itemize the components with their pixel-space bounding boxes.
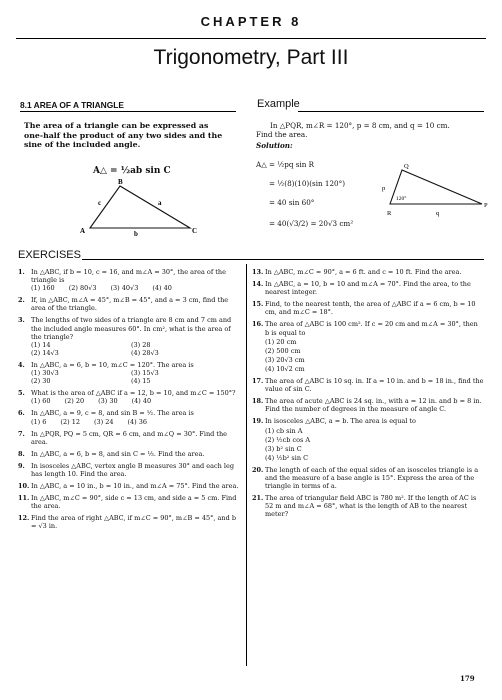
triangle-pqr-diagram [374, 160, 494, 222]
exercise-text: In △ABC, a = 10 in., b = 10 in., and m∠A = 75°. Find the area. [31, 482, 239, 491]
answer-choice: (3) 30 [98, 397, 118, 406]
exercise-text: In △ABC, a = 10, b = 10 and m∠A = 70°. Find the area, to the nearest integer. [265, 280, 471, 297]
exercise-number: 21. [252, 494, 264, 503]
answer-choice: (1) 6 [31, 417, 47, 426]
exercise-item [18, 361, 240, 385]
exercise-number: 19. [252, 417, 264, 426]
example-problem: In △PQR, m∠R = 120°, p = 8 cm, and q = 10 cm. Find the area. Solution: [256, 121, 486, 150]
vertex-label-b: B [118, 178, 123, 186]
solution-steps: A△ = ½pq sin R = ½(8)(10)(sin 120°) = 40 sin 60° = 40(√3/2) = 20√3 cm² [256, 160, 354, 228]
exercise-number: 9. [18, 461, 25, 470]
exercise-text: The lengths of two sides of a triangle are 8 cm and 7 cm and the included angle measures 60°. In cm², what is the area of the triangle? [31, 316, 232, 341]
vertex-label-c: C [192, 227, 198, 235]
exercise-item [252, 466, 484, 490]
answer-choice: (3) 28 [131, 340, 151, 349]
answer-choice: (2) 12 [60, 417, 80, 426]
exercise-text: In △ABC, a = 9, c = 8, and sin B = ½. The area is [31, 409, 194, 418]
chapter-label: CHAPTER 8 [200, 14, 302, 29]
answer-choice: (3) 24 [93, 417, 114, 426]
answer-choice: (4) 40 [152, 284, 172, 293]
answer-choice: (1) 60 [31, 397, 51, 406]
section-heading: 8.1 AREA OF A TRIANGLE [20, 100, 124, 110]
exercise-item [252, 397, 484, 413]
exercise-number: 13. [252, 268, 264, 276]
exercise-number: 14. [252, 280, 264, 289]
exercise-item [18, 409, 240, 425]
vertex-label-a: A [80, 227, 86, 235]
exercise-item [18, 482, 240, 490]
answer-choice: (3) 20√3 cm [265, 355, 305, 364]
angle-label: 120° [396, 196, 407, 202]
header-rule [16, 38, 486, 39]
exercise-item [18, 268, 240, 292]
answer-choice: (1) 160 [31, 284, 55, 293]
answer-choice: (3) b² sin C [265, 444, 302, 453]
exercise-text: In △ABC, a = 6, b = 10, m∠C = 120°. The area is [31, 360, 194, 369]
answer-choice: (2) 20 [64, 397, 85, 406]
answer-choice: (2) 500 cm [265, 346, 301, 355]
exercise-text: The area of △ABC is 100 cm². If c = 20 cm and m∠A = 30°, then b is equal to [265, 320, 478, 337]
exercise-item [252, 494, 484, 518]
exercise-text: In △ABC, m∠C = 90°, a = 6 ft. and c = 10 ft. Find the area. [265, 268, 462, 276]
exercise-item [252, 417, 484, 461]
exercise-number: 18. [252, 397, 264, 406]
exercise-item [252, 280, 484, 296]
section-rule [20, 111, 236, 112]
exercise-number: 5. [18, 389, 25, 398]
vertex-label-r: R [387, 210, 392, 217]
exercise-text: In △ABC, if b = 10, c = 16, and m∠A = 30°, the area of the triangle is [31, 268, 226, 285]
answer-choice: (4) 15 [131, 377, 151, 386]
answer-choice: (4) 10√2 cm [265, 364, 305, 373]
exercise-column-right [252, 268, 484, 522]
answer-choice: (3) 40√3 [110, 284, 139, 293]
exercise-item [252, 300, 484, 316]
exercise-number: 2. [18, 296, 25, 305]
exercise-text: The area of triangular field ABC is 780 m². If the length of AC is 52 m and m∠A = 68°, what is the length of AB to the nearest meter? [265, 494, 477, 519]
exercise-text: The area of acute △ABC is 24 sq. in., with a = 12 in. and b = 8 in. Find the number of degrees in the measure of angle C. [265, 397, 482, 414]
triangle-abc-diagram [78, 178, 202, 238]
side-label-p: p [382, 185, 386, 192]
exercises-rule [82, 259, 484, 260]
exercise-text: The length of each of the equal sides of an isosceles triangle is a and the measure of a base angle is 15°. Express the area of the triangle in terms of a. [265, 465, 479, 491]
answer-choice: (4) ½b² sin C [265, 453, 309, 462]
exercise-item [18, 450, 240, 458]
exercise-text: In △ABC, a = 6, b = 8, and sin C = ⅓. Find the area. [31, 449, 205, 458]
exercise-text: In △ABC, m∠C = 90°, side c = 13 cm, and side a = 5 cm. Find the area. [31, 494, 237, 511]
exercise-number: 10. [18, 482, 30, 491]
vertex-label-q: Q [404, 163, 409, 170]
exercise-number: 12. [18, 514, 30, 523]
exercise-text: Find the area of right △ABC, if m∠C = 90°, m∠B = 45°, and b = √3 in. [31, 514, 236, 531]
exercise-text: What is the area of △ABC if a = 12, b = 10, and m∠C = 150°? [31, 389, 236, 398]
exercise-item [18, 389, 240, 405]
exercise-number: 8. [18, 449, 25, 458]
exercise-item [18, 296, 240, 312]
exercise-number: 20. [252, 465, 264, 474]
page-title: Trigonometry, Part III [153, 46, 349, 69]
exercise-number: 7. [18, 429, 25, 438]
side-label-a: a [158, 199, 162, 207]
exercise-item [18, 316, 240, 356]
exercise-number: 15. [252, 300, 264, 309]
page-number: 179 [460, 674, 475, 683]
example-label: Example [257, 98, 300, 110]
column-divider [246, 264, 247, 666]
exercise-item [252, 268, 484, 276]
answer-choice: (4) 36 [127, 417, 148, 426]
answer-choice: (4) 28√3 [131, 348, 159, 357]
answer-choice: (1) 20 cm [265, 337, 297, 346]
answer-choice: (1) cb sin A [265, 426, 303, 435]
exercise-text: In isosceles △ABC, vertex angle B measures 30° and each leg has length 10. Find the area. [31, 461, 234, 478]
answer-choice: (1) 14 [31, 340, 51, 349]
exercise-item [18, 514, 240, 530]
exercise-number: 11. [18, 494, 30, 503]
answer-choice: (2) 14√3 [31, 348, 59, 357]
answer-choice: (2) 80√3 [68, 284, 97, 293]
exercise-number: 4. [18, 360, 25, 369]
exercise-item [18, 494, 240, 510]
area-formula: A△ = ½ab sin C [93, 166, 171, 176]
exercise-text: In isosceles △ABC, a = b. The area is equal to [265, 417, 416, 426]
answer-choice: (4) 40 [131, 397, 152, 406]
exercise-text: If, in △ABC, m∠A = 45°, m∠B = 45°, and a = 3 cm, find the area of the triangle. [31, 296, 229, 313]
rule-statement: The area of a triangle can be expressed as one-half the product of any two sides and the sine of the included angle. [24, 121, 223, 149]
side-label-q: q [436, 210, 440, 217]
exercise-item [18, 462, 240, 478]
answer-choice: (3) 15√3 [131, 369, 159, 378]
exercise-text: The area of △ABC is 10 sq. in. If a = 10 in. and b = 18 in., find the value of sin C. [265, 377, 484, 394]
exercise-item [252, 320, 484, 373]
answer-choice: (1) 30√3 [31, 369, 59, 378]
exercise-number: 1. [18, 268, 25, 276]
exercise-text: In △PQR, PQ = 5 cm, QR = 6 cm, and m∠Q = 30°. Find the area. [31, 429, 228, 446]
exercise-item [18, 430, 240, 446]
exercise-number: 6. [18, 409, 25, 418]
side-label-c: c [98, 199, 102, 207]
exercises-heading: EXERCISES [18, 249, 81, 261]
exercise-number: 16. [252, 320, 264, 329]
exercise-column-left [18, 268, 240, 535]
exercise-text: Find, to the nearest tenth, the area of △ABC if a = 6 cm, b = 10 cm, and m∠C = 18°. [265, 300, 476, 317]
vertex-label-p: P [484, 202, 488, 209]
answer-choice: (2) 30 [31, 377, 51, 386]
solution-label: Solution: [256, 141, 293, 150]
exercise-number: 17. [252, 377, 264, 386]
example-rule [298, 111, 484, 112]
answer-choice: (2) ½cb cos A [265, 435, 311, 444]
side-label-b: b [134, 230, 138, 238]
exercise-item [252, 377, 484, 393]
exercise-number: 3. [18, 316, 25, 325]
